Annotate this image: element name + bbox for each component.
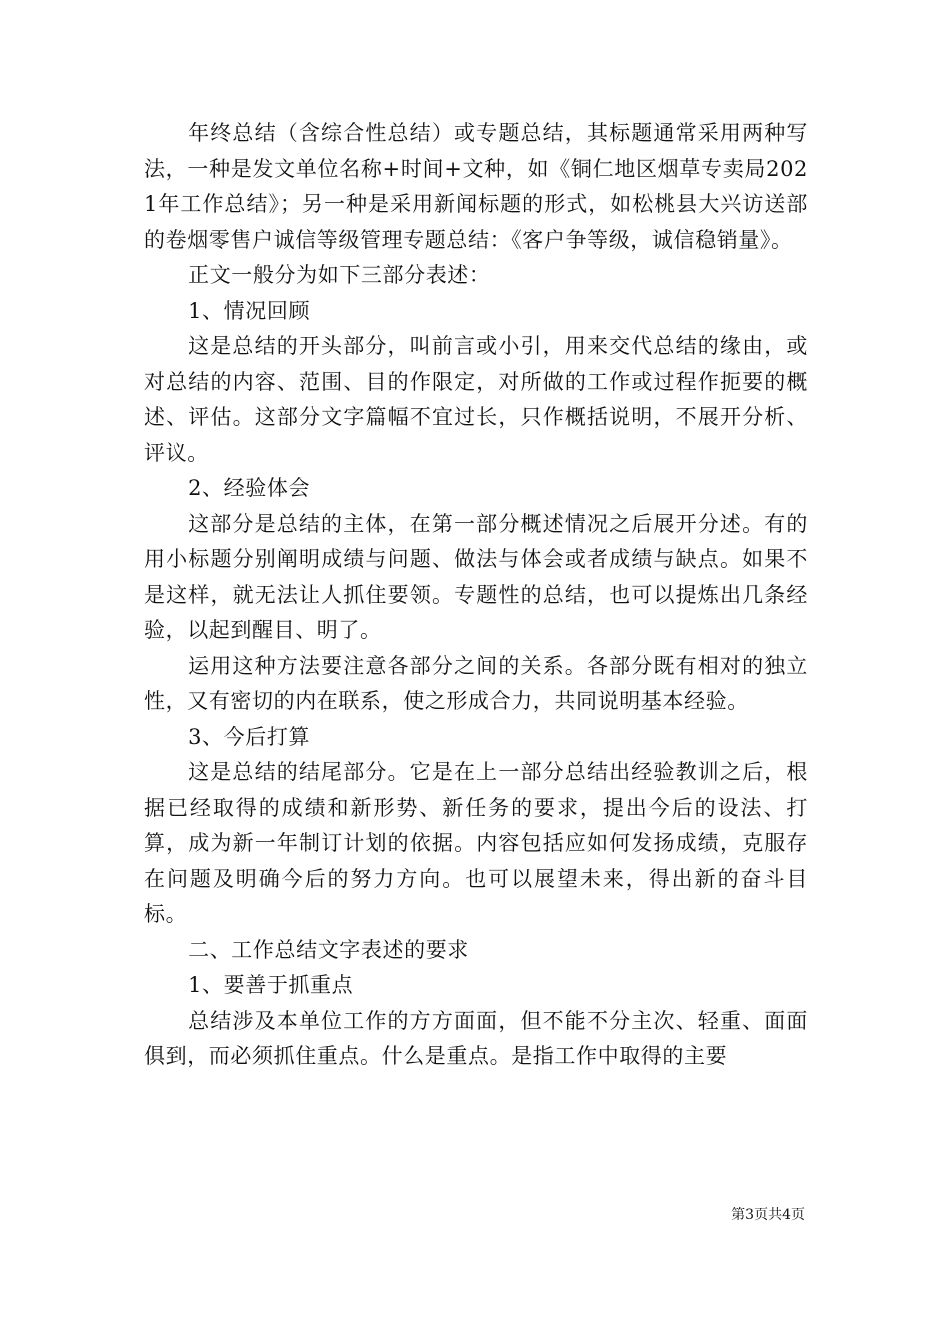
paragraph-focus-key-points: 总结涉及本单位工作的方方面面，但不能不分主次、轻重、面面俱到，而必须抓住重点。什么是重点。是指工作中取得的主要 bbox=[144, 1008, 808, 1068]
paragraph-experience-method: 运用这种方法要注意各部分之间的关系。各部分既有相对的独立性，又有密切的内在联系，使之形成合力，共同说明基本经验。 bbox=[144, 653, 808, 713]
paragraph-situation-review: 这是总结的开头部分，叫前言或小引，用来交代总结的缘由，或对总结的内容、范围、目的作限定，对所做的工作或过程作扼要的概述、评估。这部分文字篇幅不宜过长，只作概括说明，不展开分析、评议。 bbox=[144, 334, 808, 465]
paragraph-body-structure: 正文一般分为如下三部分表述： bbox=[188, 263, 491, 287]
paragraph-title-intro: 年终总结（含综合性总结）或专题总结，其标题通常采用两种写法，一种是发文单位名称+时间+文种，如《铜仁地区烟草专卖局2021年工作总结》；另一种是采用新闻标题的形式，如松桃县大兴访送部的卷烟零售户诚信等级管理专题总结：《客户争等级，诚信稳销量》。 bbox=[144, 121, 808, 252]
document-body bbox=[144, 116, 808, 1075]
paragraph-future-plans: 这是总结的结尾部分。它是在上一部分总结出经验教训之后，根据已经取得的成绩和新形势、新任务的要求，提出今后的设法、打算，成为新一年制订计划的依据。内容包括应如何发扬成绩，克服存在问题及明确今后的努力方向。也可以展望未来，得出新的奋斗目标。 bbox=[144, 760, 808, 926]
heading-future-plans: 3、今后打算 bbox=[188, 724, 311, 749]
paragraph-experience-main: 这部分是总结的主体，在第一部分概述情况之后展开分述。有的用小标题分别阐明成绩与问题、做法与体会或者成绩与缺点。如果不是这样，就无法让人抓住要领。专题性的总结，也可以提炼出几条经验，以起到醒目、明了。 bbox=[144, 511, 808, 642]
heading-experience: 2、经验体会 bbox=[188, 476, 311, 500]
heading-writing-requirements: 二、工作总结文字表述的要求 bbox=[188, 937, 469, 962]
page-number: 第3页共4页 bbox=[731, 1207, 805, 1223]
heading-situation-review: 1、情况回顾 bbox=[188, 298, 311, 323]
heading-focus-key-points: 1、要善于抓重点 bbox=[188, 973, 354, 997]
